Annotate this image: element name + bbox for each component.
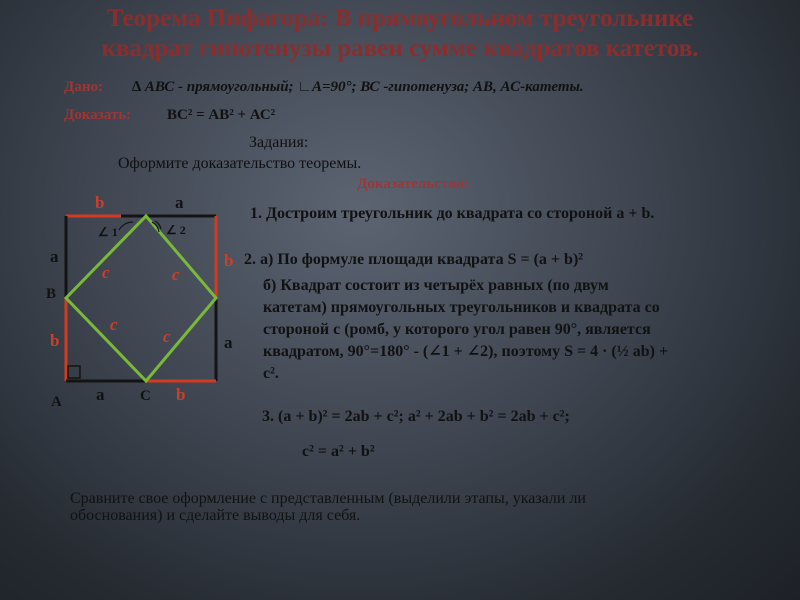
vertex-C: C: [140, 388, 151, 404]
proof-step-2b-line: б) Квадрат состоит из четырёх равных (по двум: [263, 277, 609, 294]
title-line-1: Теорема Пифагора: В прямоугольном треугольнике: [106, 5, 694, 32]
label-c-1: c: [102, 263, 110, 282]
proof-step-2b-line: стороной с (ромб, у которого угол равен 90°, является: [263, 321, 651, 338]
label-right-a: a: [224, 333, 233, 352]
label-top-b: b: [95, 193, 105, 212]
pythagoras-square-diagram: [40, 188, 245, 410]
angle-2-label: ∠ 2: [166, 223, 186, 237]
prove-label: Доказать:: [64, 107, 132, 123]
angle-1-arc: [119, 222, 133, 230]
proof-step-2b: [263, 275, 668, 385]
prove-text: ВС² = АВ² + АС²: [167, 107, 276, 123]
proof-step-2b-line: катетам) прямоугольных треугольников и квадрата со: [263, 299, 660, 316]
proof-step-2b-line: c².: [263, 365, 279, 382]
tasks-heading: Задания:: [249, 134, 309, 151]
proof-step-2b-line: квадратом, 90°=180° - (∠1 + ∠2), поэтому S = 4 · (½ ab) +: [263, 343, 669, 360]
label-left-a: a: [50, 247, 59, 266]
vertex-B: B: [46, 286, 57, 302]
given-label: Дано:: [64, 79, 103, 95]
label-bottom-b: b: [176, 385, 186, 404]
proof-result: c² = a² + b²: [302, 443, 375, 460]
footer-line-1: Сравните свое оформление с представленным (выделили этапы, указали ли: [70, 490, 586, 507]
inner-square-c: [66, 216, 216, 381]
label-bottom-a: a: [96, 385, 105, 404]
proof-heading: Доказательство:: [357, 176, 469, 192]
given-text: ∆ АВС - прямоугольный; ∟А=90°; ВС -гипотенуза; АВ, АС-катеты.: [132, 79, 584, 95]
tasks-text: Оформите доказательство теоремы.: [118, 155, 362, 172]
label-c-2: c: [172, 265, 180, 284]
label-top-a: a: [175, 193, 184, 212]
footer-line-2: обоснования) и сделайте выводы для себя.: [70, 507, 361, 524]
proof-step-3: 3. (a + b)² = 2ab + c²; a² + 2ab + b² = 2ab + c²;: [262, 408, 570, 425]
proof-step-2a: 2. а) По формуле площади квадрата S = (a + b)²: [244, 251, 584, 268]
proof-step-1: 1. Достроим треугольник до квадрата со стороной а + b.: [250, 205, 655, 222]
label-c-3: c: [110, 315, 118, 334]
vertex-A: A: [51, 394, 62, 410]
right-angle-marker: [68, 366, 80, 378]
slide-title: [0, 4, 800, 64]
title-line-2: квадрат гипотенузы равен сумме квадратов катетов.: [101, 35, 699, 62]
label-right-b: b: [224, 251, 234, 270]
angle-1-label: ∠ 1: [98, 225, 118, 239]
label-c-4: c: [163, 327, 171, 346]
label-left-b: b: [50, 331, 60, 350]
